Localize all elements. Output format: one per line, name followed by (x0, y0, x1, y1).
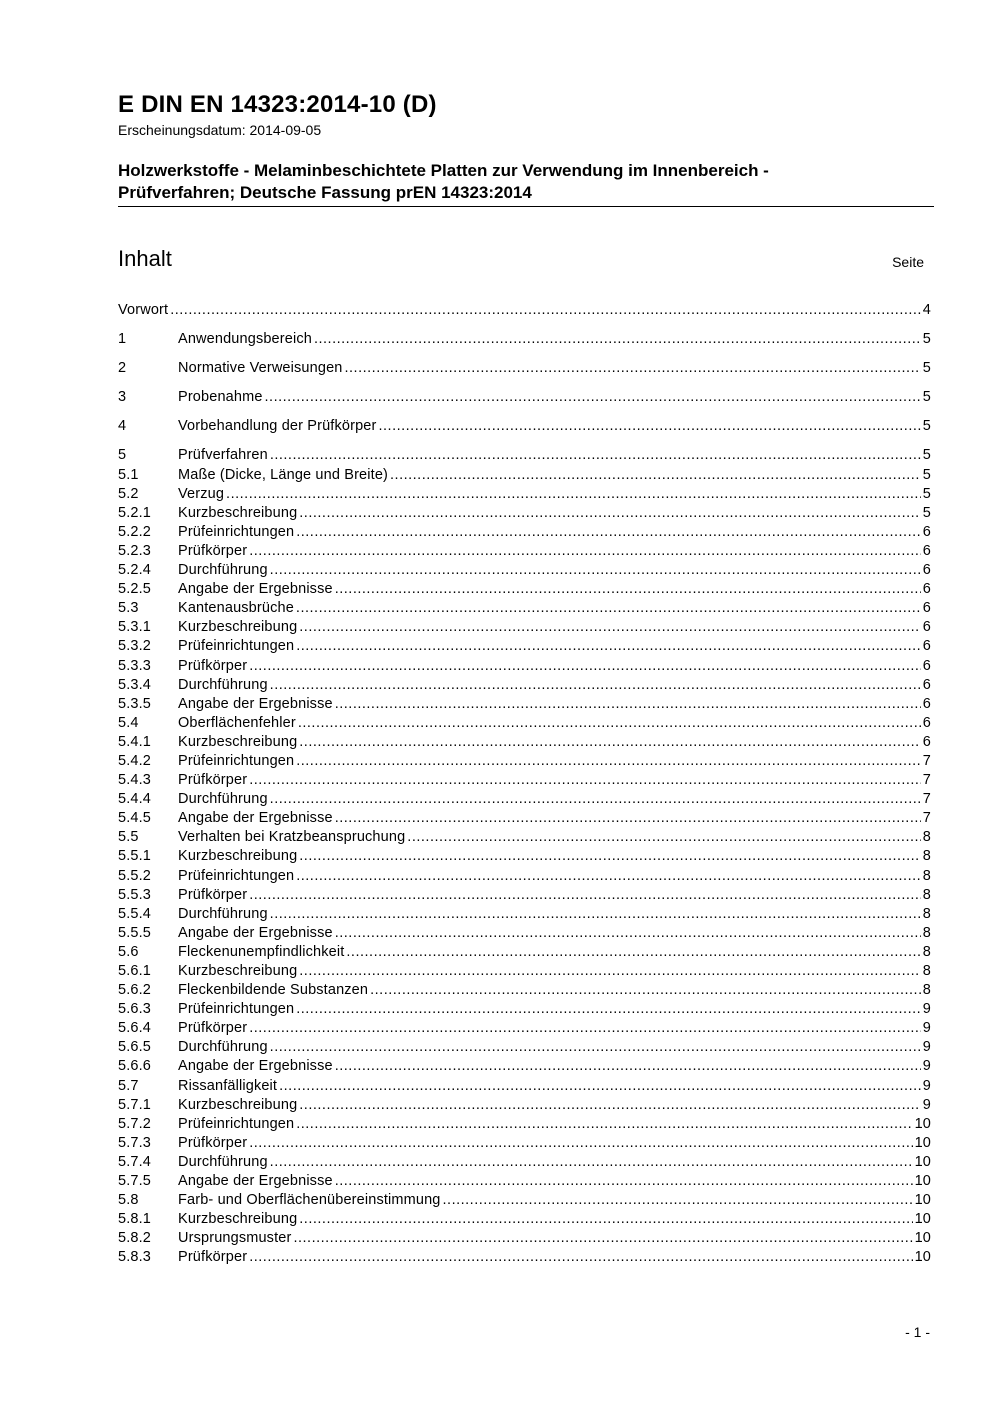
toc-dot-leader (346, 943, 920, 962)
toc-entry-page: 8 (922, 829, 931, 846)
toc-entry[interactable] (118, 301, 931, 320)
toc-entry[interactable] (118, 1000, 931, 1019)
toc-entry[interactable] (118, 1229, 931, 1248)
toc-entry-number: 5.1 (118, 466, 139, 483)
toc-entry[interactable] (118, 657, 931, 676)
toc-dot-leader (249, 771, 921, 790)
toc-dot-leader (270, 561, 921, 580)
toc-dot-leader (249, 1019, 921, 1038)
toc-entry[interactable] (118, 1191, 931, 1210)
toc-dot-leader (370, 981, 921, 1000)
toc-entry[interactable] (118, 1172, 931, 1191)
toc-dot-leader (314, 330, 921, 349)
toc-entry-number: 5.8.3 (118, 1249, 151, 1266)
toc-entry-title: Kurzbeschreibung (178, 504, 298, 521)
toc-entry-title: Kurzbeschreibung (178, 733, 298, 750)
toc-entry-page: 10 (914, 1173, 931, 1190)
toc-entry-number: 5.7.3 (118, 1134, 151, 1151)
toc-entry[interactable] (118, 867, 931, 886)
toc-dot-leader (299, 962, 921, 981)
toc-dot-leader (299, 504, 921, 523)
toc-entry-page: 10 (914, 1192, 931, 1209)
toc-dot-leader (299, 1096, 921, 1115)
toc-entry-number: 5.2.5 (118, 581, 151, 598)
toc-entry-title: Verzug (178, 485, 225, 502)
toc-entry-number: 5.4.1 (118, 733, 151, 750)
toc-entry-title: Fleckenunempfindlichkeit (178, 943, 345, 960)
toc-entry-title: Prüfeinrichtungen (178, 1115, 295, 1132)
toc-entry-title: Durchführung (178, 562, 268, 579)
toc-entry-page: 5 (922, 466, 931, 483)
toc-entry-number: 5.8.1 (118, 1211, 151, 1228)
toc-entry-number: 5.5.3 (118, 886, 151, 903)
toc-entry-title: Angabe der Ergebnisse (178, 810, 333, 827)
toc-dot-leader (335, 1172, 913, 1191)
toc-entry-page: 6 (922, 562, 931, 579)
toc-entry-number: 5.8.2 (118, 1230, 151, 1247)
toc-entry-title: Kurzbeschreibung (178, 1211, 298, 1228)
toc-entry-title: Prüfkörper (178, 657, 248, 674)
toc-entry[interactable] (118, 847, 931, 866)
toc-entry-page: 8 (922, 905, 931, 922)
toc-entry-page: 10 (914, 1249, 931, 1266)
toc-entry-title: Durchführung (178, 676, 268, 693)
toc-entry-page: 5 (922, 331, 931, 348)
toc-entry-page: 5 (922, 360, 931, 377)
toc-entry[interactable] (118, 733, 931, 752)
toc-entry-number: 5.5.5 (118, 924, 151, 941)
toc-entry-title: Angabe der Ergebnisse (178, 924, 333, 941)
toc-entry-number: 1 (118, 331, 127, 348)
toc-dot-leader (249, 1248, 912, 1267)
toc-dot-leader (270, 905, 921, 924)
toc-dot-leader (170, 301, 921, 320)
toc-entry[interactable] (118, 790, 931, 809)
toc-dot-leader (299, 847, 921, 866)
toc-dot-leader (296, 599, 921, 618)
toc-entry[interactable] (118, 981, 931, 1000)
publication-date: Erscheinungsdatum: 2014-09-05 (118, 122, 322, 138)
toc-entry-number: 5.5.4 (118, 905, 151, 922)
toc-entry[interactable] (118, 695, 931, 714)
toc-dot-leader (335, 580, 921, 599)
toc-entry-title: Fleckenbildende Substanzen (178, 982, 369, 999)
toc-dot-leader (249, 542, 921, 561)
toc-entry-page: 6 (922, 581, 931, 598)
document-title-line: Holzwerkstoffe - Melaminbeschichtete Platten zur Verwendung im Innenbereich - (118, 161, 769, 180)
toc-dot-leader (407, 828, 920, 847)
toc-entry-page: 6 (922, 638, 931, 655)
toc-dot-leader (296, 523, 921, 542)
toc-entry-number: 5.7.2 (118, 1115, 151, 1132)
toc-entry-title: Prüfeinrichtungen (178, 752, 295, 769)
toc-entry[interactable] (118, 752, 931, 771)
toc-entry-page: 6 (922, 733, 931, 750)
toc-entry-number: 5.5.2 (118, 867, 151, 884)
toc-dot-leader (296, 752, 921, 771)
toc-entry-title: Anwendungsbereich (178, 331, 312, 348)
toc-entry-title: Prüfkörper (178, 886, 248, 903)
toc-dot-leader (335, 695, 921, 714)
toc-entry-page: 5 (922, 389, 931, 406)
toc-dot-leader (378, 417, 920, 436)
toc-entry-title: Prüfkörper (178, 1134, 248, 1151)
toc-entry-title: Prüfeinrichtungen (178, 523, 295, 540)
toc-dot-leader (299, 1210, 912, 1229)
toc-entry-number: 5.6.1 (118, 963, 151, 979)
toc-entry[interactable] (118, 943, 931, 962)
toc-entry-title: Durchführung (178, 905, 268, 922)
toc-entry-page: 4 (922, 302, 931, 318)
toc-entry-number: 5.2.3 (118, 542, 151, 559)
toc-entry[interactable] (118, 561, 931, 580)
toc-entry-page: 6 (922, 600, 931, 617)
toc-entry[interactable] (118, 618, 931, 637)
toc-entry[interactable] (118, 388, 931, 407)
toc-entry-number: 5.2.1 (118, 504, 151, 521)
toc-entry-number: 5.3.5 (118, 695, 151, 712)
toc-dot-leader (249, 657, 921, 676)
toc-dot-leader (270, 1038, 921, 1057)
toc-entry-number: 5.4.3 (118, 772, 151, 789)
toc-entry-number: 4 (118, 418, 127, 435)
toc-entry-number: 5.6.3 (118, 1001, 151, 1018)
toc-entry-title: Prüfkörper (178, 1249, 248, 1266)
toc-entry-number: 5.6.4 (118, 1020, 151, 1037)
toc-entry[interactable] (118, 523, 931, 542)
toc-dot-leader (335, 924, 921, 943)
toc-entry[interactable] (118, 714, 931, 733)
toc-entry-number: 5.5 (118, 829, 139, 846)
toc-entry-title: Prüfkörper (178, 772, 248, 789)
toc-entry-number: 2 (118, 360, 127, 377)
toc-entry[interactable] (118, 1096, 931, 1115)
toc-entry-number: 5.3.1 (118, 619, 151, 636)
toc-entry-page: 7 (922, 810, 931, 827)
toc-entry-page: 9 (922, 1020, 931, 1037)
toc-entry-number: 5.3.4 (118, 676, 151, 693)
toc-entry-number: 5.4 (118, 714, 139, 731)
toc-dot-leader (335, 1057, 921, 1076)
toc-entry-number: 3 (118, 389, 127, 406)
toc-page-column-label: Seite (892, 254, 924, 270)
toc-entry-title: Kurzbeschreibung (178, 848, 298, 865)
toc-entry-title: Angabe der Ergebnisse (178, 695, 333, 712)
toc-entry-page: 6 (922, 542, 931, 559)
toc-entry-page: 8 (922, 924, 931, 941)
toc-entry[interactable] (118, 676, 931, 695)
toc-entry-title: Oberflächenfehler (178, 714, 296, 731)
toc-entry-page: 8 (922, 886, 931, 903)
toc-entry[interactable] (118, 446, 931, 465)
toc-entry-title: Kurzbeschreibung (178, 963, 298, 979)
toc-entry-page: 6 (922, 676, 931, 693)
toc-entry-number: 5.6 (118, 943, 139, 960)
toc-entry-title: Angabe der Ergebnisse (178, 1173, 333, 1190)
toc-entry[interactable] (118, 542, 931, 561)
toc-entry-page: 8 (922, 848, 931, 865)
toc-entry-title: Vorbehandlung der Prüfkörper (178, 418, 377, 435)
toc-entry-title: Ursprungsmuster (178, 1230, 292, 1247)
toc-dot-leader (335, 809, 921, 828)
toc-entry-page: 5 (922, 418, 931, 435)
toc-entry-page: 9 (922, 1039, 931, 1056)
toc-entry-page: 10 (914, 1230, 931, 1247)
toc-dot-leader (345, 359, 921, 378)
toc-entry[interactable] (118, 485, 931, 504)
toc-entry[interactable] (118, 359, 931, 378)
toc-entry[interactable] (118, 1019, 931, 1038)
toc-entry[interactable] (118, 1115, 931, 1134)
toc-dot-leader (279, 1077, 921, 1096)
toc-dot-leader (293, 1229, 912, 1248)
toc-entry[interactable] (118, 1210, 931, 1229)
toc-entry-number: 5.2.4 (118, 562, 151, 579)
page-number: - 1 - (905, 1324, 930, 1340)
toc-entry-number: 5 (118, 447, 127, 464)
toc-entry-title: Durchführung (178, 1153, 268, 1170)
toc-entry-number: 5.2 (118, 485, 139, 502)
toc-dot-leader (270, 1153, 913, 1172)
toc-entry-page: 7 (922, 772, 931, 789)
toc-entry-number: 5.4.5 (118, 810, 151, 827)
toc-entry[interactable] (118, 962, 931, 981)
toc-entry-title: Prüfeinrichtungen (178, 638, 295, 655)
toc-entry[interactable] (118, 828, 931, 847)
table-of-contents (118, 301, 931, 1268)
header-divider (118, 206, 934, 207)
toc-entry-title: Prüfeinrichtungen (178, 1001, 295, 1018)
toc-entry-number: 5.3.2 (118, 638, 151, 655)
toc-dot-leader (296, 1115, 912, 1134)
toc-dot-leader (270, 446, 921, 465)
document-title-line: Prüfverfahren; Deutsche Fassung prEN 14323:2014 (118, 183, 532, 202)
toc-entry-number: 5.7.4 (118, 1153, 151, 1170)
toc-entry-page: 5 (922, 485, 931, 502)
toc-entry-page: 10 (914, 1211, 931, 1228)
toc-entry-page: 7 (922, 791, 931, 808)
toc-dot-leader (249, 1134, 912, 1153)
toc-dot-leader (299, 618, 921, 637)
toc-entry-title: Verhalten bei Kratzbeanspruchung (178, 829, 406, 846)
toc-entry-page: 6 (922, 657, 931, 674)
toc-dot-leader (249, 886, 921, 905)
toc-dot-leader (265, 388, 921, 407)
toc-dot-leader (270, 676, 921, 695)
toc-dot-leader (443, 1191, 913, 1210)
toc-entry-title: Kurzbeschreibung (178, 619, 298, 636)
toc-entry-title: Angabe der Ergebnisse (178, 581, 333, 598)
toc-entry-page: 9 (922, 1077, 931, 1094)
toc-entry-number: 5.8 (118, 1192, 139, 1209)
toc-entry-title: Normative Verweisungen (178, 360, 343, 377)
toc-entry-page: 10 (914, 1115, 931, 1132)
toc-entry-page: 10 (914, 1153, 931, 1170)
toc-entry-title: Angabe der Ergebnisse (178, 1058, 333, 1075)
toc-entry-page: 7 (922, 752, 931, 769)
toc-entry[interactable] (118, 809, 931, 828)
toc-entry-title: Kantenausbrüche (178, 600, 294, 617)
toc-entry-page: 5 (922, 504, 931, 521)
toc-entry-title: Probenahme (178, 389, 263, 406)
toc-entry[interactable] (118, 417, 931, 436)
toc-entry-page: 6 (922, 714, 931, 731)
toc-heading: Inhalt (118, 246, 172, 271)
toc-dot-leader (296, 867, 921, 886)
toc-entry[interactable] (118, 771, 931, 790)
toc-entry-page: 8 (922, 963, 931, 979)
toc-entry[interactable] (118, 466, 931, 485)
toc-entry[interactable] (118, 599, 931, 618)
toc-dot-leader (296, 1000, 921, 1019)
toc-entry[interactable] (118, 1134, 931, 1153)
document-id: E DIN EN 14323:2014-10 (D) (118, 91, 437, 118)
toc-entry-number: 5.6.6 (118, 1058, 151, 1075)
document-title (118, 160, 918, 204)
toc-dot-leader (299, 733, 921, 752)
toc-entry-number: 5.4.2 (118, 752, 151, 769)
toc-entry[interactable] (118, 1077, 931, 1096)
toc-entry-number: 5.5.1 (118, 848, 151, 865)
toc-entry-page: 6 (922, 523, 931, 540)
toc-entry-number: 5.7.1 (118, 1096, 151, 1113)
toc-dot-leader (270, 790, 921, 809)
toc-entry-number: 5.6.5 (118, 1039, 151, 1056)
toc-entry[interactable] (118, 330, 931, 349)
toc-entry-number: 5.6.2 (118, 982, 151, 999)
toc-entry[interactable] (118, 580, 931, 599)
toc-dot-leader (226, 485, 921, 504)
toc-entry-title: Kurzbeschreibung (178, 1096, 298, 1113)
toc-entry[interactable] (118, 1057, 931, 1076)
toc-entry-title: Maße (Dicke, Länge und Breite) (178, 466, 389, 483)
toc-entry[interactable] (118, 637, 931, 656)
toc-entry-page: 9 (922, 1001, 931, 1018)
toc-entry-title: Vorwort (118, 302, 169, 318)
toc-entry-page: 9 (922, 1058, 931, 1075)
toc-entry-page: 8 (922, 943, 931, 960)
toc-entry-page: 6 (922, 695, 931, 712)
toc-entry[interactable] (118, 1038, 931, 1057)
toc-entry-page: 9 (922, 1096, 931, 1113)
toc-entry-page: 10 (914, 1134, 931, 1151)
toc-entry[interactable] (118, 1153, 931, 1172)
toc-entry-title: Prüfverfahren (178, 447, 268, 464)
toc-entry-page: 8 (922, 867, 931, 884)
toc-entry-number: 5.3 (118, 600, 139, 617)
toc-entry-title: Farb- und Oberflächenübereinstimmung (178, 1192, 441, 1209)
toc-entry[interactable] (118, 924, 931, 943)
toc-entry-number: 5.7.5 (118, 1173, 151, 1190)
toc-entry-title: Prüfkörper (178, 1020, 248, 1037)
toc-entry[interactable] (118, 905, 931, 924)
toc-dot-leader (298, 714, 921, 733)
toc-entry-page: 5 (922, 447, 931, 464)
toc-entry-number: 5.2.2 (118, 523, 151, 540)
toc-entry-title: Prüfeinrichtungen (178, 867, 295, 884)
toc-dot-leader (296, 637, 921, 656)
toc-entry-title: Durchführung (178, 1039, 268, 1056)
toc-entry[interactable] (118, 886, 931, 905)
toc-entry-number: 5.4.4 (118, 791, 151, 808)
toc-entry[interactable] (118, 1248, 931, 1267)
toc-dot-leader (390, 466, 921, 485)
toc-entry-number: 5.3.3 (118, 657, 151, 674)
toc-entry-title: Rissanfälligkeit (178, 1077, 278, 1094)
toc-entry-number: 5.7 (118, 1077, 139, 1094)
toc-entry[interactable] (118, 504, 931, 523)
toc-entry-title: Durchführung (178, 791, 268, 808)
toc-entry-page: 8 (922, 982, 931, 999)
toc-entry-title: Prüfkörper (178, 542, 248, 559)
toc-entry-page: 6 (922, 619, 931, 636)
